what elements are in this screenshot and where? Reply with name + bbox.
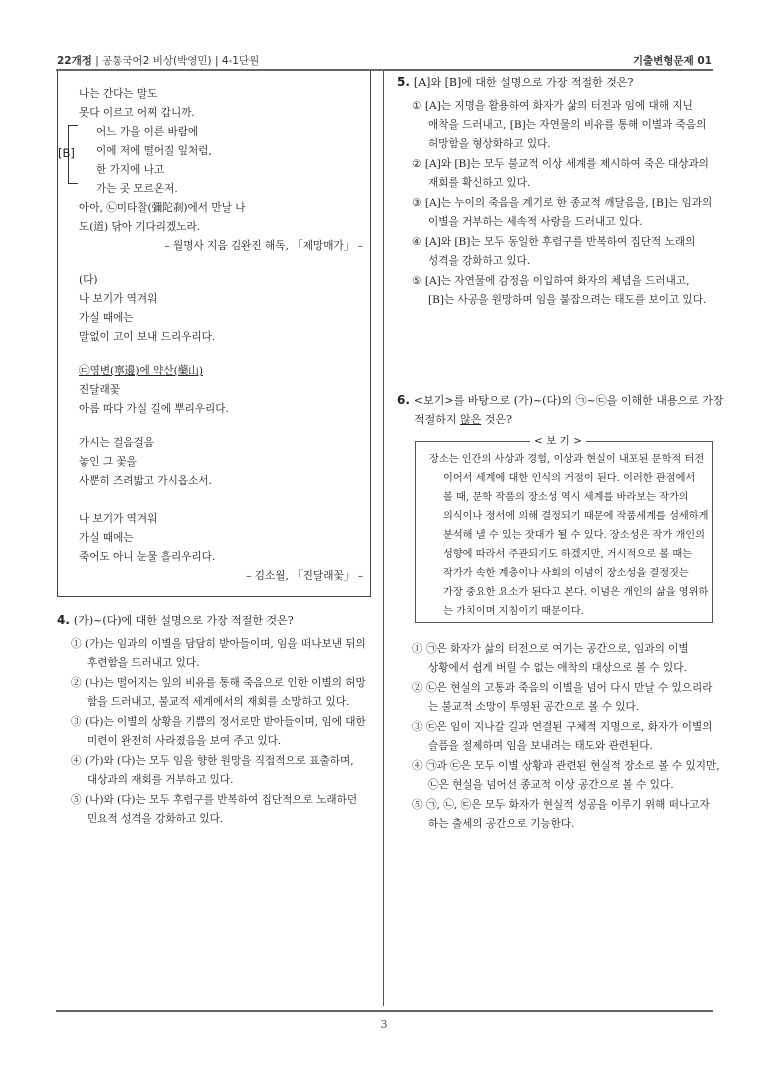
q4-choice-3[interactable]: ③ (다)는 이별의 상황을 기쁨의 정서로만 받아들이며, 임에 대한 [71,716,366,728]
bogi-line: 이어서 세계에 대한 인식의 거점이 된다. 이러한 관점에서 [443,473,696,484]
passage-section-label: (다) [79,274,98,286]
q5-choice-1[interactable]: ① [A]는 지명을 활용하여 화자가 삶의 터전과 임에 대해 지닌 [412,100,693,112]
passage-line: 나 보기가 역겨워 [79,513,158,525]
q5-choice-3-cont: 이별을 거부하는 세속적 사랑을 드러내고 있다. [428,216,643,228]
passage-line: 말없이 고이 보내 드리우리다. [79,331,216,343]
passage-line: 가시는 걸음걸음 [79,437,155,449]
passage-line: 사뿐히 즈려밟고 가시옵소서. [79,475,212,487]
passage-line: 이에 저에 떨어질 잎처럼, [96,145,212,157]
q5-choice-4-cont: 성격을 강화하고 있다. [428,255,531,267]
q4-choice-3-cont: 미련이 완전히 사라졌음을 보여 주고 있다. [87,735,282,747]
bogi-line: 분석해 낼 수 있는 잣대가 될 수 있다. 장소성은 작가 개인의 [443,530,705,541]
q6-choice-3[interactable]: ③ ㉢은 임이 지나갈 길과 연결된 구체적 지명으로, 화자가 이별의 [412,721,713,733]
q6-stem-pre: 적절하지 [414,413,461,426]
q6-choice-2[interactable]: ② ㉡은 현실의 고통과 죽음의 이별을 넘어 다시 만날 수 있으리라 [412,682,713,694]
q6-choice-3-cont: 슬픔을 절제하며 임을 보내려는 태도와 관련된다. [428,740,653,752]
header-curriculum: 22개정 [57,55,92,67]
header-course-info [57,53,259,68]
bogi-line: 가장 중요한 요소가 된다고 본다. 이념은 개인의 삶을 영위하 [443,587,709,598]
q4-choice-2[interactable]: ② (나)는 떨어지는 잎의 비유를 통해 죽음으로 인한 이별의 허망 [71,677,366,689]
passage-line: 가는 곳 모르온저. [96,183,178,195]
passage-source: – 김소월, 「진달래꽃」 – [246,570,363,582]
q5-choice-1-cont: 애착을 드러내고, [B]는 자연물의 비유를 통해 이별과 죽음의 [428,119,707,131]
q6-choice-1[interactable]: ① ㉠은 화자가 삶의 터전으로 여기는 공간으로, 임과의 이별 [412,643,689,655]
passage-line: 도(道) 닦아 기다리겠노라. [79,221,201,233]
q6-choice-2-cont: 는 불교적 소망이 투영된 공간으로 볼 수 있다. [428,701,640,713]
bogi-line: 의식이나 정서에 의해 결정되기 때문에 작품세계를 섬세하게 [443,511,709,522]
bogi-line: 볼 때, 문학 작품의 장소성 역시 세계를 바라보는 작가의 [443,492,689,503]
q4-choice-2-cont: 함을 드러내고, 불교적 세계에서의 재회를 소망하고 있다. [87,696,350,708]
passage-line: 한 가지에 나고 [96,164,165,176]
q5-choice-5-cont: [B]는 사공을 원망하며 임을 붙잡으려는 태도를 보이고 있다. [428,294,707,306]
passage-line: 진달래꽃 [79,384,120,396]
q4-stem-text: (가)~(다)에 대한 설명으로 가장 적절한 것은? [73,614,294,627]
q4-choice-4-cont: 대상과의 재회를 거부하고 있다. [87,774,234,786]
q5-number: 5. [397,75,410,89]
q4-choice-4[interactable]: ④ (가)와 (다)는 모두 임을 향한 원망을 직접적으로 표출하며, [71,755,354,767]
q5-choice-2-cont: 재회를 확신하고 있다. [428,177,531,189]
q6-choice-1-cont: 상황에서 쉽게 버릴 수 없는 애착의 대상으로 볼 수 있다. [428,662,687,674]
q6-choice-5-cont: 하는 출세의 공간으로 기능한다. [428,818,575,830]
passage-line: ㉢영변(寧邊)에 약산(藥山) [79,365,204,377]
bogi-line: 작가가 속한 계층이나 사회의 이념이 장소성을 결정짓는 [443,568,689,579]
q6-choice-4-cont: ㉡은 현실을 넘어선 종교적 이상 공간으로 볼 수 있다. [428,779,674,791]
q4-choice-1-cont: 후련함을 드러내고 있다. [87,657,200,669]
q6-number: 6. [397,393,410,407]
q6-choice-5[interactable]: ⑤ ㉠, ㉡, ㉢은 모두 화자가 현실적 성공을 이루기 위해 떠나고자 [412,799,710,811]
passage-line: 죽어도 아니 눈물 흘리우리다. [79,551,216,563]
passage-line: 나는 간다는 말도 [79,88,158,100]
bogi-line: 성향에 따라서 주관되기도 하겠지만, 거시적으로 볼 때는 [443,549,693,560]
page-number: 3 [380,1018,388,1031]
passage-line: 못다 이르고 어찌 갑니까. [79,107,195,119]
q4-choice-5-cont: 민요적 성격을 강화하고 있다. [87,813,224,825]
q5-choice-5[interactable]: ⑤ [A]는 자연물에 감정을 이입하여 화자의 체념을 드러내고, [412,275,690,287]
b-label: [B] [58,146,75,160]
bogi-line: 는 가치이며 지침이기 때문이다. [443,606,584,617]
passage-source: – 월명사 지음 김완진 해독, 「제망매가」 – [164,240,363,252]
q4-stem [57,612,294,628]
passage-line: 놓인 그 꽃을 [79,456,137,468]
header-exam-type: 기출변형문제 01 [632,55,712,67]
q5-choice-2[interactable]: ② [A]와 [B]는 모두 불교적 이상 세계를 제시하여 죽은 대상과의 [412,158,709,170]
q6-stem-line2 [414,411,512,427]
q6-stem [397,392,723,408]
q4-choice-1[interactable]: ① (가)는 임과의 이별을 담담히 받아들이며, 임을 떠나보낸 뒤의 [71,638,366,650]
passage-line: 어느 가을 이른 바람에 [96,126,199,138]
passage-line: 가실 때에는 [79,312,134,324]
footer-rule [56,1010,713,1012]
passage-line: 아아, ㉡미타찰(彌陀刹)에서 만날 나 [79,202,246,214]
q6-stem-text: <보기>를 바탕으로 (가)~(다)의 ㉠~㉢을 이해한 내용으로 가장 [413,394,724,407]
q5-choice-3[interactable]: ③ [A]는 누이의 죽음을 계기로 한 종교적 깨달음을, [B]는 임과의 [412,197,713,209]
q6-choice-4[interactable]: ④ ㉠과 ㉢은 모두 이별 상황과 관련된 현실적 장소로 볼 수 있지만, [412,760,720,772]
q5-choice-1-cont: 허망함을 형상화하고 있다. [428,138,551,150]
q5-stem-text: [A]와 [B]에 대한 설명으로 가장 적절한 것은? [413,76,634,89]
q5-choice-4[interactable]: ④ [A]와 [B]는 모두 동일한 후렴구를 반복하여 집단적 노래의 [412,236,696,248]
bogi-line: 장소는 인간의 사상과 경험, 이상과 현실이 내포된 문학적 터전 [429,454,705,465]
q5-stem [397,74,633,90]
q4-choice-5[interactable]: ⑤ (나)와 (다)는 모두 후렴구를 반복하여 집단적으로 노래하던 [71,794,358,806]
column-divider [383,71,384,1006]
bogi-title: < 보 기 > [530,433,586,448]
q6-stem-post: 것은? [481,413,512,426]
passage-line: 가실 때에는 [79,532,134,544]
passage-line: 나 보기가 역겨워 [79,293,158,305]
q4-number: 4. [57,613,70,627]
passage-line: 아름 따다 가실 길에 뿌리우리다. [79,403,229,415]
q6-stem-emphasis: 않은 [460,413,482,426]
header-course: | 공통국어2 비상(박영민) | 4-1단원 [91,55,260,67]
